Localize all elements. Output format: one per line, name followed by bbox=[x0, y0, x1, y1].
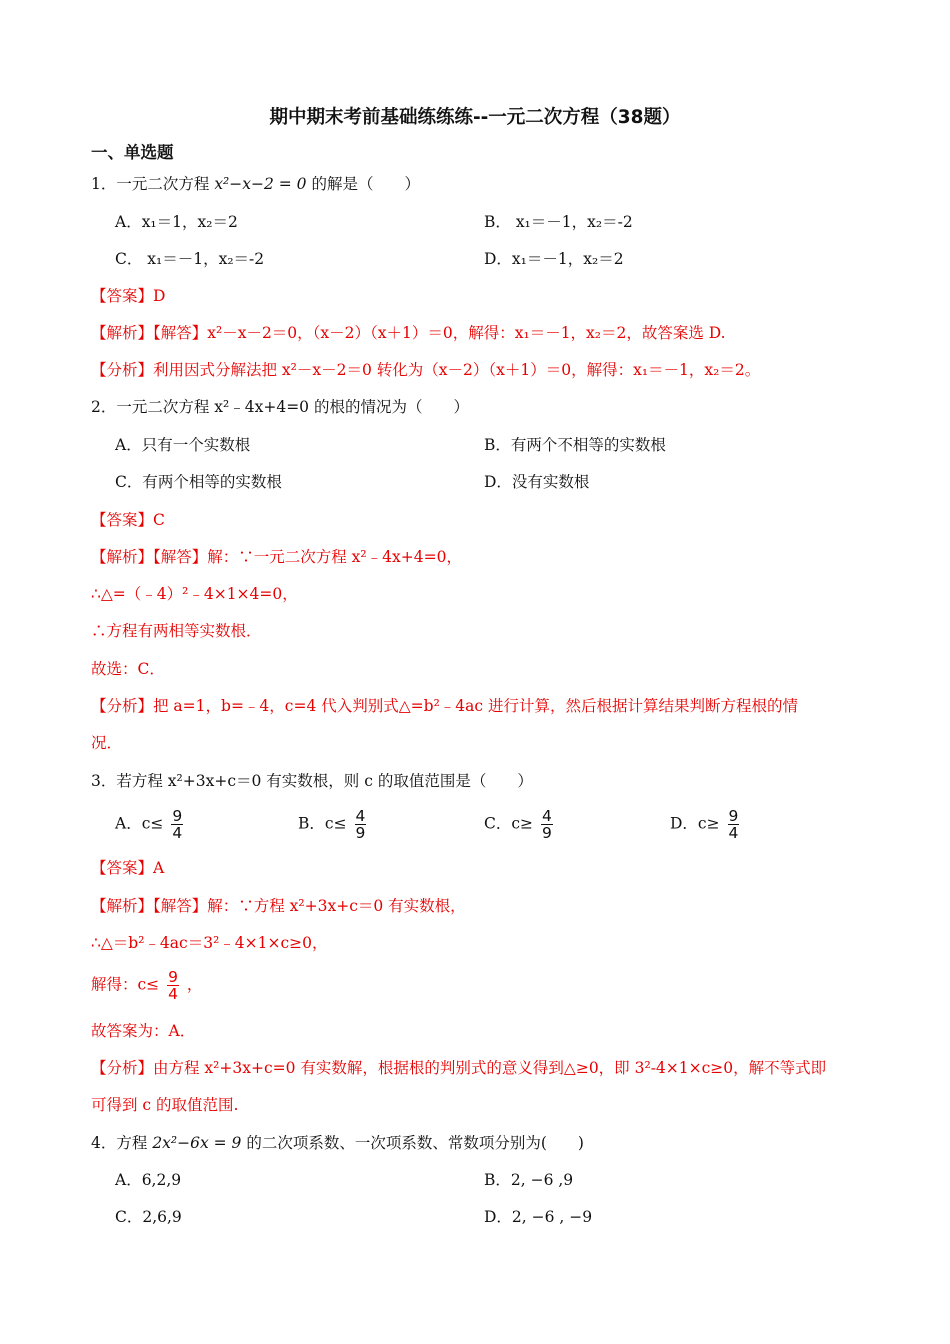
q3-option-a-prefix: A．c≤ bbox=[115, 814, 164, 833]
question-1-stem bbox=[91, 173, 420, 195]
q3-option-c-prefix: C．c≥ bbox=[484, 814, 534, 833]
q4-option-b: B．2, −6 ,9 bbox=[484, 1171, 574, 1189]
fraction-numerator: 9 bbox=[728, 807, 739, 825]
q1-option-b: B． x₁＝－1，x₂＝-2 bbox=[484, 213, 633, 231]
q1-option-c: C． x₁＝－1，x₂＝-2 bbox=[115, 250, 265, 268]
q3-option-d-fraction bbox=[728, 808, 740, 841]
q3-option-b bbox=[298, 808, 369, 841]
q3-solve-fraction bbox=[167, 969, 179, 1002]
q2-analysis-line-3: ∴方程有两相等实数根． bbox=[91, 622, 262, 640]
page-title: 期中期末考前基础练练练--一元二次方程（38题） bbox=[269, 107, 681, 128]
q2-analysis-line-2: ∴△=（﹣4）²﹣4×1×4=0， bbox=[91, 585, 298, 603]
q3-option-a-fraction bbox=[171, 808, 183, 841]
question-4-stem bbox=[91, 1132, 584, 1154]
q3-solve-prefix: 解得：c≤ bbox=[91, 975, 160, 994]
q3-conclusion: 故答案为：A． bbox=[91, 1022, 196, 1040]
q3-option-d-prefix: D．c≥ bbox=[670, 814, 720, 833]
q3-summary-line-2: 可得到 c 的取值范围. bbox=[91, 1096, 239, 1114]
fraction-numerator: 9 bbox=[168, 968, 178, 986]
q2-analysis-line-1: 【解析】【解答】解：∵一元二次方程 x²﹣4x+4=0， bbox=[91, 548, 462, 566]
q2-summary-line-1: 【分析】把 a=1，b=﹣4，c=4 代入判别式△=b²﹣4ac 进行计算，然后根据计算结果判断方程根的情 bbox=[91, 697, 799, 715]
q3-summary-line-1: 【分析】由方程 x²+3x+c=0 有实数解，根据根的判别式的意义得到△≥0，即 3²-4×1×c≥0，解不等式即 bbox=[91, 1059, 827, 1077]
fraction-denominator: 4 bbox=[728, 824, 739, 842]
q3-answer: 【答案】A bbox=[91, 859, 165, 877]
question-1-stem-suffix: 的解是（ ） bbox=[311, 175, 421, 193]
q3-analysis-line-1: 【解析】【解答】解：∵方程 x²+3x+c＝0 有实数根， bbox=[91, 897, 466, 915]
q2-option-c: C．有两个相等的实数根 bbox=[115, 473, 282, 491]
section-heading: 一、单选题 bbox=[91, 143, 174, 162]
q3-option-c-fraction bbox=[541, 808, 553, 841]
q4-option-a: A．6,2,9 bbox=[115, 1171, 182, 1189]
q4-option-d: D．2, −6 , −9 bbox=[484, 1208, 593, 1226]
q2-analysis-line-4: 故选：C． bbox=[91, 660, 165, 678]
q3-analysis-line-2: ∴△＝b²﹣4ac＝3²﹣4×1×c≥0， bbox=[91, 934, 328, 952]
q1-summary: 【分析】利用因式分解法把 x²－x－2＝0 转化为（x－2）（x＋1）＝0，解得：x₁＝－1，x₂＝2。 bbox=[91, 361, 761, 379]
q1-option-d: D．x₁＝－1，x₂＝2 bbox=[484, 250, 624, 268]
q3-solve-suffix: ， bbox=[186, 975, 203, 994]
question-1-equation: x²−x−2 = 0 bbox=[214, 175, 307, 193]
q2-option-a: A．只有一个实数根 bbox=[115, 436, 251, 454]
fraction-numerator: 9 bbox=[172, 807, 183, 825]
question-3-stem: 3．若方程 x²+3x+c＝0 有实数根，则 c 的取值范围是（ ） bbox=[91, 772, 533, 790]
q3-option-c bbox=[484, 808, 556, 841]
fraction-numerator: 4 bbox=[541, 807, 552, 825]
fraction-denominator: 4 bbox=[168, 985, 178, 1003]
fraction-denominator: 4 bbox=[172, 824, 183, 842]
fraction-denominator: 9 bbox=[355, 824, 366, 842]
q2-option-b: B．有两个不相等的实数根 bbox=[484, 436, 666, 454]
q3-option-b-prefix: B．c≤ bbox=[298, 814, 347, 833]
q4-option-c: C．2,6,9 bbox=[115, 1208, 182, 1226]
q3-option-b-fraction bbox=[355, 808, 367, 841]
q3-option-a bbox=[115, 808, 186, 841]
q3-solve-line bbox=[91, 969, 202, 1002]
q1-option-a: A．x₁＝1，x₂＝2 bbox=[115, 213, 238, 231]
fraction-numerator: 4 bbox=[355, 807, 366, 825]
question-1-stem-prefix: 1．一元二次方程 bbox=[91, 175, 210, 193]
q3-option-d bbox=[670, 808, 742, 841]
q2-answer: 【答案】C bbox=[91, 511, 165, 529]
question-2-stem: 2．一元二次方程 x²﹣4x+4=0 的根的情况为（ ） bbox=[91, 398, 469, 416]
question-4-stem-suffix: 的二次项系数、一次项系数、常数项分别为( ) bbox=[246, 1134, 584, 1152]
q1-analysis: 【解析】【解答】x²－x－2＝0，（x－2）（x＋1）＝0，解得：x₁＝－1，x₂＝2，故答案选 D. bbox=[91, 324, 726, 342]
q1-answer: 【答案】D bbox=[91, 287, 166, 305]
fraction-denominator: 9 bbox=[541, 824, 552, 842]
q2-summary-line-2: 况． bbox=[91, 734, 123, 752]
q2-option-d: D．没有实数根 bbox=[484, 473, 590, 491]
question-4-equation: 2x²−6x = 9 bbox=[152, 1134, 242, 1152]
question-4-stem-prefix: 4．方程 bbox=[91, 1134, 148, 1152]
